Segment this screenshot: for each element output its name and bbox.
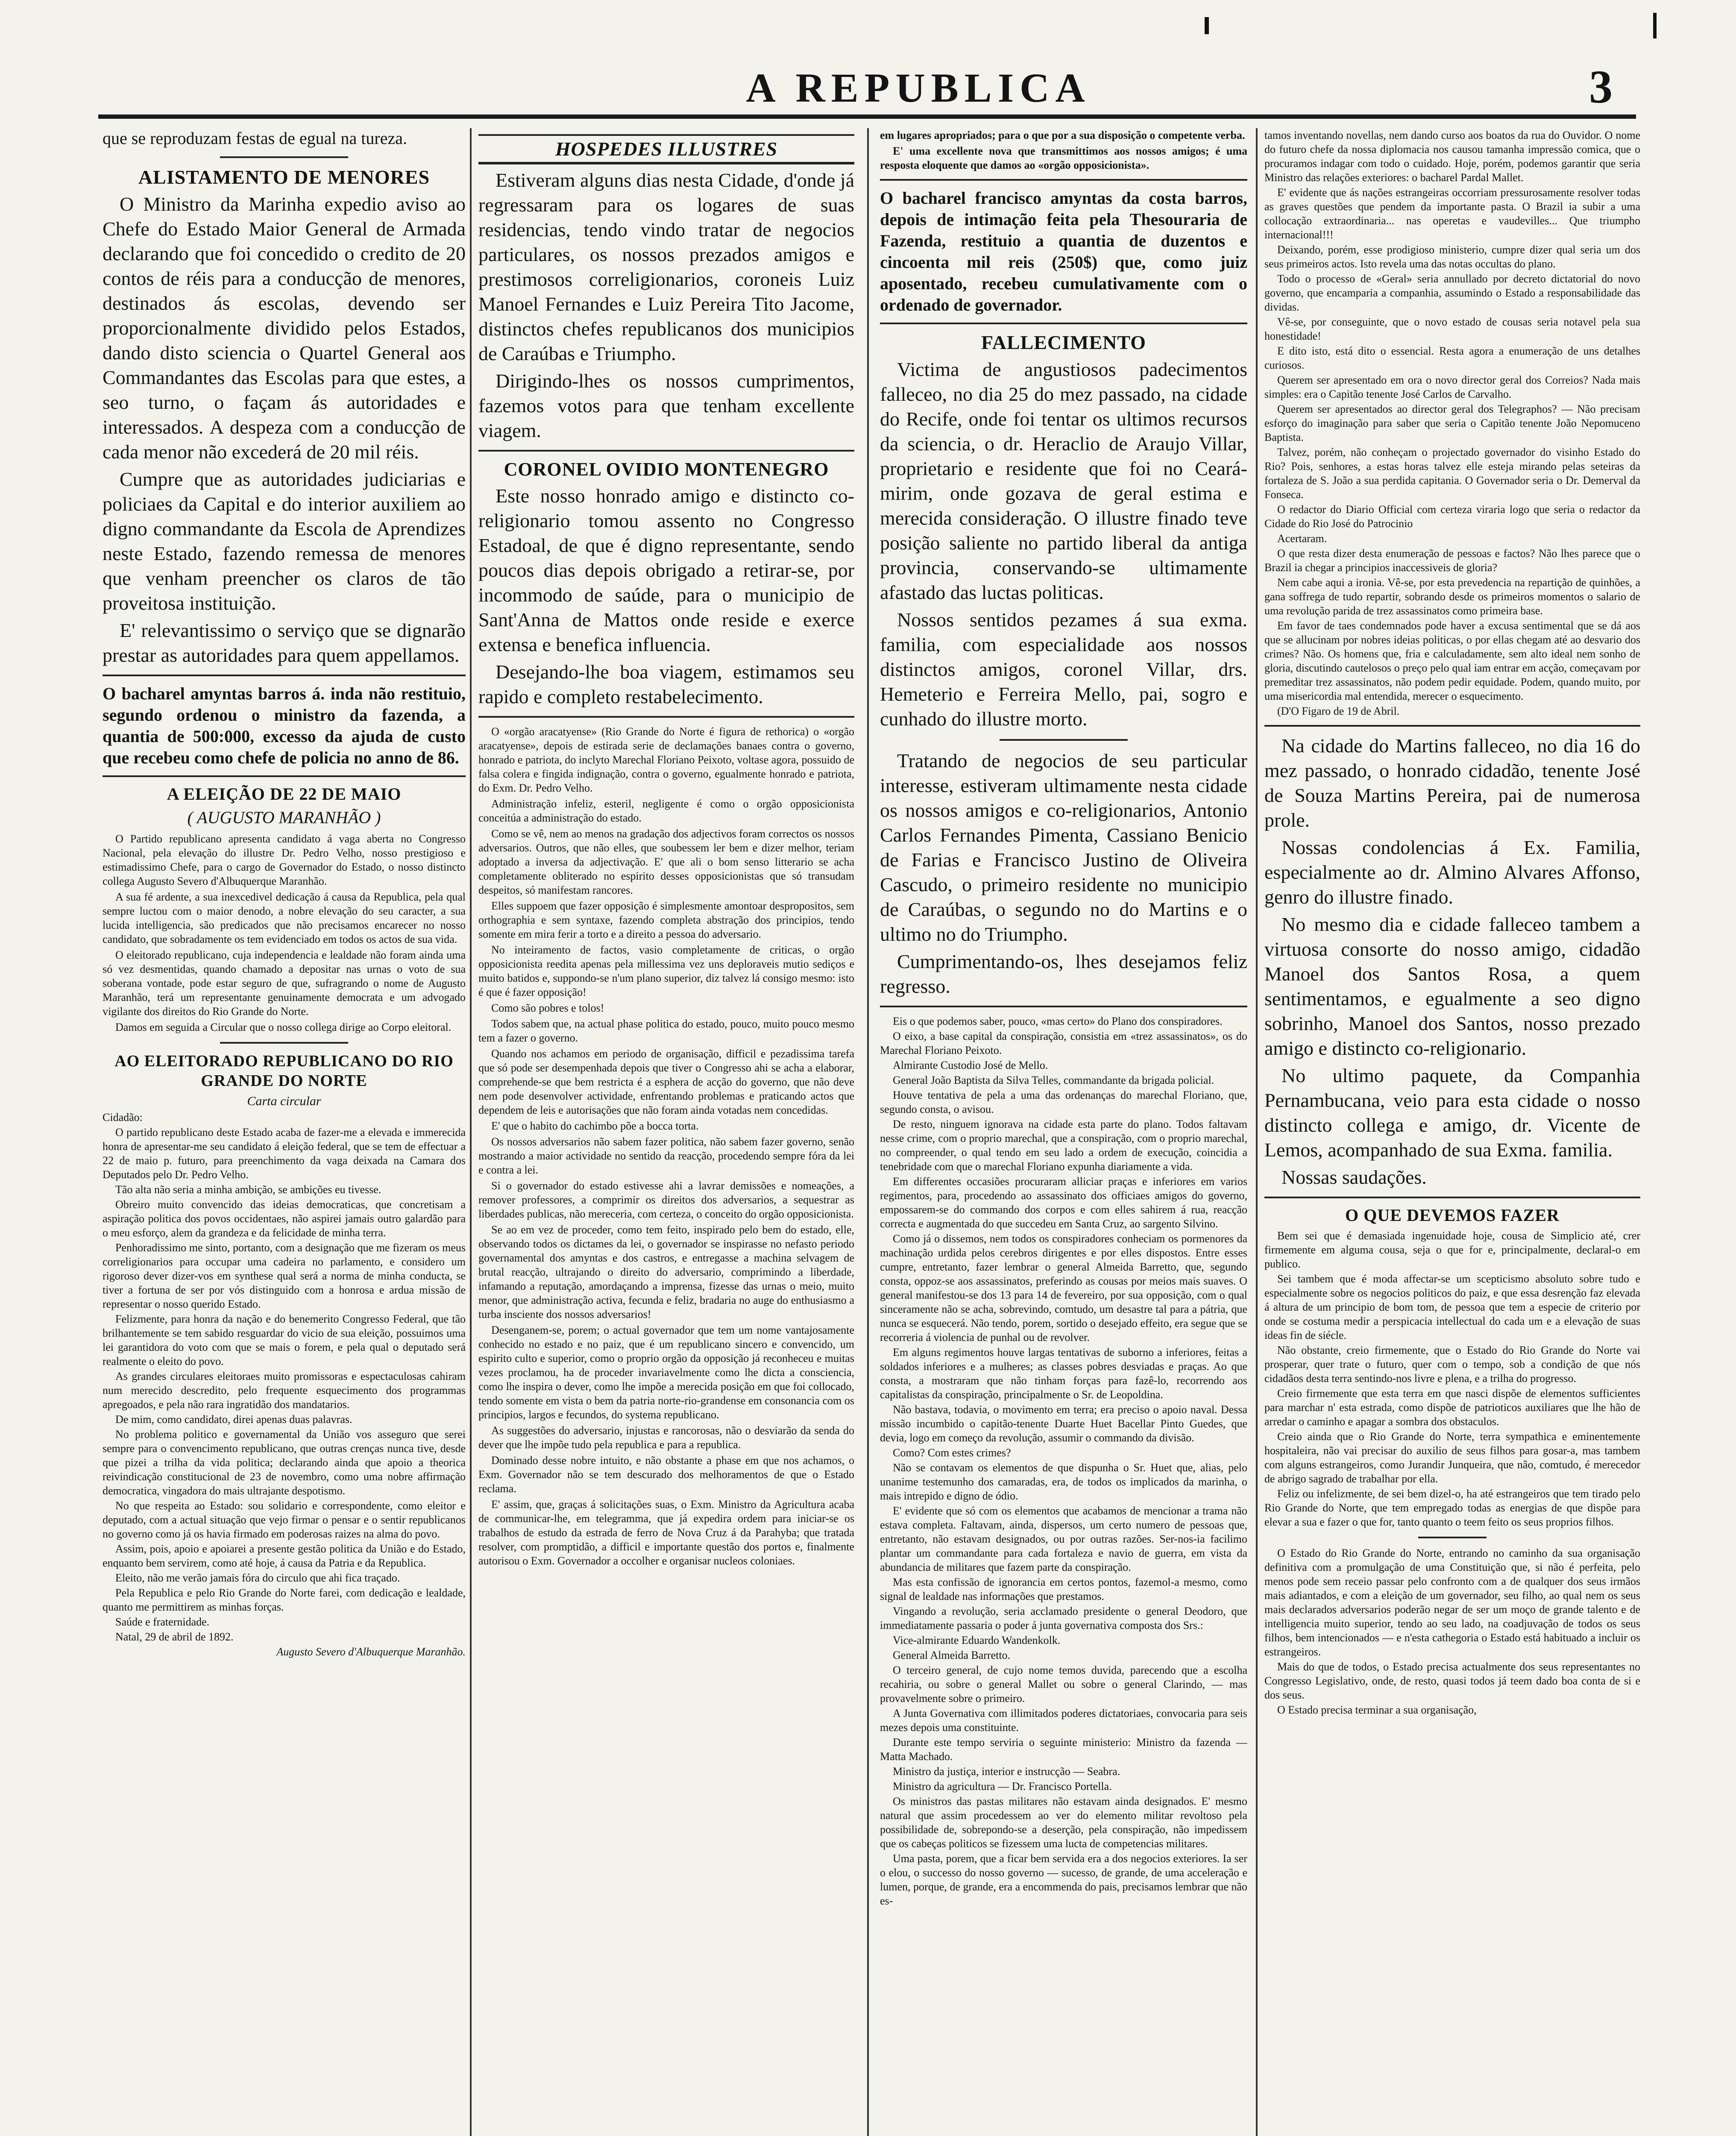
paragraph: Vê-se, por conseguinte, que o novo estado de cousas seria notavel pela sua honestidade!	[1264, 316, 1640, 342]
column-4	[1264, 128, 1640, 2136]
column-divider	[1256, 128, 1258, 2136]
separator	[1264, 1197, 1640, 1198]
paragraph: Assim, pois, apoio e apoiarei a presente gestão politica da União e do Estado, enquanto bem servirem, como até hoje, á causa da Patria e da Republica.	[103, 1543, 466, 1569]
paragraph: Quando nos achamos em periodo de organisação, difficil e pezadissima tarefa que só pode ser desempenhada depois que tiver o Congresso ahi se acha a elaborar, comprehende-se que bem restricta é a esphera de acção do governo, que não deve nem pode desenvolver actividade, enfrentando problemas e praticando actos que dependem de leis e autorisações que não foram ainda votadas nem concedidas.	[478, 1047, 854, 1116]
paragraph: Feliz ou infelizmente, de sei bem dizel-o, ha até estrangeiros que tem tirado pelo Rio Grande do Norte, que tem empregado todas as energias de que dispõe para elevar a sua e fazer o que for, tanto quanto o teem feito os seus proprios filhos.	[1264, 1488, 1640, 1528]
paragraph: Não se contavam os elementos de que dispunha o Sr. Huet que, alias, pelo unanime testemunho dos camaradas, era, de todos os implicados da marinha, o mais intrepido e digno de ódio.	[880, 1461, 1247, 1502]
masthead	[0, 0, 1736, 124]
article-body	[478, 168, 854, 443]
bold-notice	[103, 683, 466, 769]
paragraph: E' evidente que ás nações estrangeiras occorriam pressurosamente resolver todas as graves questões que pendem da importante pasta. O Brazil ia subir a uma collocação extraordinaria... nas operetas e vaudevilles... Que triumpho internacional!!!	[1264, 186, 1640, 241]
article-body	[103, 832, 466, 1034]
paragraph: Creio firmemente que esta terra em que nasci dispõe de elementos sufficientes para marchar n' esta estrada, como dispõe de patrioticos auxiliares que lhe hão de arredar o caminho e apagar a sombra dos obstaculos.	[1264, 1387, 1640, 1428]
signature: Augusto Severo d'Albuquerque Maranhão.	[276, 1646, 466, 1658]
page-number: 3	[1589, 61, 1613, 113]
article-body	[880, 1014, 1247, 1908]
paragraph: Este nosso honrado amigo e distincto co-religionario tomou assento no Congresso Estadoal, de que é digno representante, sendo poucos dias depois obrigado a retirar-se, por incommodo de saúde, para o municipio de Sant'Anna de Mattos onde reside e exerce extensa e benefica influencia.	[478, 485, 854, 655]
paragraph: E' relevantissimo o serviço que se dignarão prestar as autoridades para quem appellamos.	[103, 619, 466, 666]
paragraph: O eixo, a base capital da conspiração, consistia em «trez assassinatos», os do Marechal Floriano Peixoto.	[880, 1030, 1247, 1056]
article-continuation	[880, 128, 1247, 172]
article-continuation	[1264, 128, 1640, 718]
paragraph: Bem sei que é demasiada ingenuidade hoje, cousa de Simplicio até, crer firmemente em alguma cousa, seja o que for e, principalmente, declaral-o em publico.	[1264, 1229, 1640, 1270]
paragraph: O partido republicano deste Estado acaba de fazer-me a elevada e immerecida honra de apresentar-me seu candidato á eleição federal, que se tem de effectuar a 22 de maio p. futuro, para preenchimento da vaga deixada na Camara dos Deputados pelo Dr. Pedro Velho.	[103, 1126, 466, 1181]
paragraph: Estiveram alguns dias nesta Cidade, d'onde já regressaram para os logares de suas residencias, tendo vindo tratar de negocios particulares, os nossos prezados amigos e prestimosos correligionarios, coroneis Luiz Manoel Fernandes e Luiz Pereira Tito Jacome, distinctos chefes republicanos dos municipios de Caraúbas e Triumpho.	[478, 169, 854, 364]
separator	[478, 450, 854, 452]
paragraph: General João Baptista da Silva Telles, commandante da brigada policial.	[893, 1074, 1214, 1086]
paragraph: O Estado do Rio Grande do Norte, entrando no caminho da sua organisação definitiva com a promulgação de uma Constituição que, si não é perfeita, pelo menos pode sem receio passar pelo confronto com a de qualquer dos seus irmãos mais adiantados, e com a eleição de um governador, seu filho, ao qual nem os seus mais declarados adversarios poderão negar de ser um moço de grande talento e de intelligencia muito superior, tendo ao seu lado, na coadjuvação de todos os seus filhos, bem intencionados — e n'esta cathegoria o Estado está habituado a incluir os estrangeiros.	[1264, 1547, 1640, 1658]
paragraph: Mas esta confissão de ignorancia em certos pontos, fazemol-a mesmo, como signal de lealdade nas informações que prestamos.	[880, 1576, 1247, 1602]
paragraph: O bacharel francisco amyntas da costa barros, depois de intimação feita pela Thesouraria de Fazenda, restituio a quantia de duzentos e cincoenta mil reis (250$) que, como juiz aposentado, recebeu cumulativamente com o ordenado de governador.	[880, 188, 1247, 314]
paragraph: Eis o que podemos saber, pouco, «mas certo» do Plano dos conspiradores.	[893, 1015, 1223, 1027]
article-heading: FALLECIMENTO	[981, 332, 1147, 353]
paragraph: Querem ser apresentados ao director geral dos Telegraphos? — Não precisam esforço do imaginação para saber que seria o Capitão tenente João Nepomuceno Baptista.	[1264, 403, 1640, 443]
paragraph: Penhoradissimo me sinto, portanto, com a designação que me fizeram os meus correligionarios para occupar uma cadeira no parlamento, e considero um rigoroso dever dizer-vos em synthese qual será a norma de minha conducta, se tiver a fortuna de ser por vós distinguido com a honrosa e ardua missão de representar o nosso querido Estado.	[103, 1241, 466, 1310]
column-divider	[867, 128, 869, 2136]
separator	[880, 179, 1247, 181]
paragraph: Cumprimentando-os, lhes desejamos feliz regresso.	[880, 951, 1247, 997]
print-mark	[1205, 17, 1209, 34]
bold-notice	[880, 188, 1247, 316]
paragraph: Pela Republica e pelo Rio Grande do Norte farei, com dedicação e lealdade, quanto me permittirem as minhas forças.	[103, 1587, 466, 1613]
paragraph: Não obstante, creio firmemente, que o Estado do Rio Grande do Norte vai prosperar, quer trate o futuro, quer com o tempo, sob a condição de que nós cidadãos desta terra sentindo-nos livre e plena, e a trilha do progresso.	[1264, 1344, 1640, 1385]
paragraph: Durante este tempo serviria o seguinte ministerio: Ministro da fazenda — Matta Machado.	[880, 1736, 1247, 1763]
article-heading: AO ELEITORADO REPUBLICANO DO RIO GRANDE DO NORTE	[114, 1052, 454, 1090]
paragraph: O terceiro general, de cujo nome temos duvida, parecendo que a escolha recahiria, ou sobre o general Mallet ou sobre o general Clarindo, — mas provavelmente sobre o primeiro.	[880, 1664, 1247, 1705]
paragraph: Saúde e fraternidade.	[115, 1616, 210, 1628]
article-heading: HOSPEDES ILLUSTRES	[478, 134, 854, 164]
paragraph: Almirante Custodio José de Mello.	[893, 1059, 1048, 1071]
article-subheading: ( AUGUSTO MARANHÃO )	[187, 808, 381, 827]
paragraph: E' evidente que só com os elementos que acabamos de mencionar a trama não estava completa. Faltavam, ainda, dispersos, um certo numero de pessoas que, entretanto, não estavam designados, ou por outras razões. Ser-nos-ia facilimo plantar um commandante para cada fortaleza e navio de guerra, em vista da abundancia de militares que fazem parte da conspiração.	[880, 1505, 1247, 1573]
paragraph: Felizmente, para honra da nação e do benemerito Congresso Federal, que tão brilhantemente se tem sabido resguardar do vicio de sua eleição, possuimos uma lei garantidora do voto com que se mais o forem, e pela qual o deputado será realmente o eleito do povo.	[103, 1313, 466, 1367]
paragraph: Uma pasta, porem, que a ficar bem servida era a dos negocios exteriores. Ia ser o elou, o successo do nosso governo — sucesso, de grande, de uma acceleração e lumen, porque, de grande, era a encommenda do pais, precisamos lembrar que não es-	[880, 1852, 1247, 1907]
paragraph: Creio ainda que o Rio Grande do Norte, terra sympathica e eminentemente hospitaleira, não vai precisar do auxilio de seus filhos para gosar-a, mas tambem com alguns estrangeiros, como Jurandir Junqueira, que não, comtudo, é merecedor de abrigo sagrado de trabalhar por ella.	[1264, 1430, 1640, 1485]
paragraph: Si o governador do estado estivesse ahi a lavrar demissões e nomeações, a remover professores, a comprimir os direitos dos adversarios, a sequestrar as liberdades publicas, não mereceria, com certeza, o conceito do orgão opposicionista.	[478, 1179, 854, 1220]
paragraph: No que respeita ao Estado: sou solidario e correspondente, como eleitor e deputado, com a actual situação que vejo firmar o pensar e o sentir republicanos no governo como já os havia firmado em poderosas raizes na alma do povo.	[103, 1499, 466, 1540]
article-body	[880, 748, 1247, 999]
separator	[880, 1006, 1247, 1007]
paragraph: Deixando, porém, esse prodigioso ministerio, cumpre dizer qual seria um dos seus primeiros actos. Isto revela uma das notas occultas do plano.	[1264, 244, 1640, 270]
column-3	[880, 128, 1247, 2136]
separator	[220, 1042, 348, 1044]
separator	[103, 775, 466, 777]
paragraph: As grandes circulares eleitoraes muito promissoras e espectaculosas cahiram num merecido descredito, pelo frequente esquecimento dos programmas apregoados, e pela não rara ingratidão dos mandatarios.	[103, 1370, 466, 1411]
paragraph: Obreiro muito convencido das ideias democraticas, que concretisam a aspiração politica dos povos occidentaes, não aspirei jamais outro galardão para o meu esforço, alem da grandeza e da felicidade de minha terra.	[103, 1198, 466, 1239]
paragraph: A Junta Governativa com illimitados poderes dictatoriaes, convocaria para seis mezes depois uma constituinte.	[880, 1707, 1247, 1734]
paragraph: Dirigindo-lhes os nossos cumprimentos, fazemos votos para que tenham excellente viagem.	[478, 370, 854, 441]
paragraph: Em alguns regimentos houve largas tentativas de suborno a inferiores, feitas a soldados inferiores e a mulheres; as classes pobres desviadas e praças. Ao que consta, a mostraram que não tinham forças para fazê-lo, recorrendo aos capitalistas da conspiração, principalmente o Sr. de Leopoldina.	[880, 1346, 1247, 1401]
paragraph: Cumpre que as autoridades judiciarias e policiaes da Capital e do interior auxiliem ao digno commandante da Escola de Aprendizes neste Estado, fazendo remessa de menores que venham preencher os claros de tão proveitosa instituição.	[103, 468, 466, 614]
paragraph: O Partido republicano apresenta candidato á vaga aberta no Congresso Nacional, pela elevação do illustre Dr. Pedro Velho, nosso prestigioso e estimadissimo Chefe, para o cargo de Governador do Estado, o nosso distincto collega Augusto Severo d'Albuquerque Maranhão.	[103, 833, 466, 887]
paragraph: General Almeida Barretto.	[893, 1649, 1011, 1661]
article-heading: CORONEL OVIDIO MONTENEGRO	[504, 459, 829, 480]
paragraph: Cidadão:	[103, 1111, 143, 1124]
paragraph: em lugares apropriados; para o que por a sua disposição o competente verba.	[880, 129, 1245, 141]
separator	[1264, 725, 1640, 727]
paragraph: E dito isto, está dito o essencial. Resta agora a enumeração de uns detalhes curiosos.	[1264, 345, 1640, 371]
paragraph: Houve tentativa de pela a uma das ordenanças do marechal Floriano, que, segundo consta, o avisou.	[880, 1089, 1247, 1115]
paragraph: Dominado desse nobre intuito, e não obstante a phase em que nos achamos, o Exm. Governador não se tem descurado dos melhoramentos de que o Estado reclama.	[478, 1454, 854, 1495]
column-2	[478, 128, 854, 2136]
article-body	[478, 484, 854, 709]
paragraph: Como já o dissemos, nem todos os conspiradores conheciam os pormenores da machinação urdida pelos cerebros dirigentes e por elles dispostos. Entre esses cumpre, entretanto, fazer lembrar o general Almeida Barretto, que, segundo consta, oppoz-se aos assassinatos, preferindo as cousas por meios mais suaves. O general manifestou-se dos 13 para 14 de fevereiro, por sua opposição, com o qual sinceramente não se acha, sobrevindo, comtudo, um desastre tal para a pátria, que nunca se esquecerá. Não tendo, porem, sortido o desejado effeito, era segue que se recorreria á violencia de punhal ou de revolver.	[880, 1232, 1247, 1344]
paragraph: O que resta dizer desta enumeração de pessoas e factos? Não lhes parece que o Brazil ia chegar a principios inaccessiveis de gloria?	[1264, 547, 1640, 574]
paragraph: O redactor do Diario Official com certeza viraria logo que seria o redactor da Cidade do Rio José do Patrocinio	[1264, 503, 1640, 530]
paragraph: Querem ser apresentado em ora o novo director geral dos Correios? Nada mais simples: era o Capitão tenente José Carlos de Carvalho.	[1264, 374, 1640, 400]
column-divider	[470, 128, 472, 2136]
paragraph: Desenganem-se, porem; o actual governador que tem um nome vantajosamente conhecido no estado e no paiz, que é um republicano sincero e convencido, um espirito culto e superior, como o proprio orgão da opposição já reconheceu e muitas vezes proclamou, ha de proceder invariavelmente como lhe dicta a consciencia, como lhe inspira o dever, como lhe impõe a merecida posição em que foi collocado, tendo somente em vista o bem da patria norte-rio-grandense em consonancia com os principios, largos e fecundos, do systema republicano.	[478, 1324, 854, 1421]
paragraph: Não bastava, todavia, o movimento em terra; era preciso o apoio naval. Dessa missão incumbido o capitão-tenente Duarte Huet Bacellar Pinto Guedes, que devia, logo em começo da revolução, assumir o commando da divisão.	[880, 1403, 1247, 1444]
article-body	[103, 192, 466, 668]
article-heading: O QUE DEVEMOS FAZER	[1345, 1206, 1560, 1225]
paragraph: O Ministro da Marinha expedio aviso ao Chefe do Estado Maior General de Armada declarando que foi concedido o credito de 20 contos de réis para a conducção de menores, destinados ás escolas, devendo ser proporcionalmente dividido pelos Estados, dando disto sciencia o Quartel General aos Commandantes das Escolas para que estes, a seo turno, o façam ás autoridades e interessados. A despeza com a conducção de cada menor não excederá de 20 mil réis.	[103, 193, 466, 463]
article-heading: ALISTAMENTO DE MENORES	[138, 166, 430, 188]
paragraph: Os nossos adversarios não sabem fazer politica, não sabem fazer governo, senão mostrando a maior actividade no sentido da reacção, procedendo sempre fóra da lei e contra a lei.	[478, 1135, 854, 1176]
paragraph: E' que o habito do cachimbo põe a bocca torta.	[491, 1120, 699, 1132]
paragraph: Nossas saudações.	[1281, 1166, 1427, 1188]
paragraph: O bacharel amyntas barros á. inda não restituio, segundo ordenou o ministro da fazenda, a quantia de 500:000, excesso da ajuda de custo que recebeu como chefe de policia no anno de 86.	[103, 684, 466, 767]
paragraph: Acertaram.	[1277, 532, 1327, 545]
paragraph: Como? Com estes crimes?	[893, 1446, 1011, 1459]
paragraph: Nossas condolencias á Ex. Familia, especialmente ao dr. Almino Alvares Affonso, genro do illustre finado.	[1264, 836, 1640, 908]
paragraph: Como são pobres e tolos!	[491, 1002, 604, 1014]
paragraph: De resto, ninguem ignorava na cidade esta parte do plano. Todos faltavam nesse crime, com o proprio marechal, que a conspiração, com o proprio marechal, no compreender, o qual tendo em seu lado a ordem de execução, coincidia a tenebridade com que o marechal Floriano expunha diariamente a vida.	[880, 1118, 1247, 1173]
article-body	[478, 725, 854, 1568]
paragraph: No problema politico e governamental da União vos asseguro que serei sempre para o convencimento republicano, que outras crenças nunca tive, desde que pizei a trilha da vida politica; declarando ainda que apoio a theorica reivindicação constitucional de 23 de novembro, como uma nobre affirmação democratica, vingadora do mais ultrajante despotismo.	[103, 1428, 466, 1497]
paragraph: Ministro da justiça, interior e instrucção — Seabra.	[893, 1765, 1120, 1778]
paragraph: Tão alta não seria a minha ambição, se ambições eu tivesse.	[115, 1183, 381, 1196]
newspaper-title: A REPUBLICA	[746, 65, 1091, 111]
paragraph: Mais do que de todos, o Estado precisa actualmente dos seus representantes no Congresso Legislativo, onde, de resto, quasi todos já teem dado boa conta de si e dos seus.	[1264, 1661, 1640, 1701]
paragraph: E' assim, que, graças á solicitações suas, o Exm. Ministro da Agricultura acaba de communicar-lhe, em telegramma, que já expedira ordem para iniciar-se os trabalhos de estudo da estrada de ferro de Nova Cruz á da Parahyba; que tratada resolver, com promptidão, a difficil e importante questão dos portos e, finalmente autorisou o Exm. Governador a occolher e organisar nucleos coloniaes.	[478, 1498, 854, 1567]
paragraph: O «orgão aracatyense» (Rio Grande do Norte é figura de rethorica) o «orgão aracatyense», depois de estirada serie de declamações banaes contra o governo, honrado e patriota, do inclyto Marechal Floriano Peixoto, voltase agora, possuido de falsa colera e fingida indignação, contra o governo, egualmente honrado e patriota, do Exm. Dr. Pedro Velho.	[478, 725, 854, 794]
separator	[1000, 739, 1128, 741]
paragraph: O eleitorado republicano, cuja independencia e lealdade não foram ainda uma só vez desmentidas, quando chamado a depositar nas urnas o voto de sua soberana vontade, pode estar seguro de que, sufragrando o nome de Augusto Maranhão, terá um representante genuinamente democrata e um advogado vigilante dos direitos do Rio Grande do Norte.	[103, 949, 466, 1018]
paragraph: tamos inventando novellas, nem dando curso aos boatos da rua do Ouvidor. O nome do futuro chefe da nossa diplomacia nos causou tamanha impressão comica, que o procuramos indagar com todo o cuidado. Hoje, porém, podemos garantir que seria Ministro das relações exteriores: o bacharel Pardal Mallet.	[1264, 129, 1640, 184]
paragraph: Vingando a revolução, seria acclamado presidente o general Deodoro, que immediatamente passaria o poder á junta governativa composta dos Srs.:	[880, 1605, 1247, 1631]
paragraph: No inteiramento de factos, vasio completamente de criticas, o orgão opposicionista reedita apenas pela millessima vez uns deploraveis mutio sediços e muito batidos e, suppondo-se n'um plano superior, diz talvez lá consigo mesmo: isto é que é fazer opposição!	[478, 944, 854, 998]
paragraph: Natal, 29 de abril de 1892.	[115, 1631, 234, 1643]
paragraph: Nem cabe aqui a ironia. Vê-se, por esta prevedencia na repartição de quinhões, a gana soffrega de tudo repartir, sobrando desde os primeiros momentos o salario de uma revolução parida de trez assassinatos como primeira base.	[1264, 576, 1640, 617]
paragraph: Vice-almirante Eduardo Wandenkolk.	[893, 1634, 1061, 1646]
paragraph: Todo o processo de «Geral» seria annullado por decreto dictatorial do novo governo, que encamparia a companhia, assumindo o Estado a responsabilidade das dividas.	[1264, 273, 1640, 313]
paragraph: Se ao em vez de proceder, como tem feito, inspirado pelo bem do estado, elle, observando todos os dictames da lei, o governador se inspirasse no nefasto periodo governamental dos amyntas e dos castros, e entregasse a machina selvagem de brutal reacção, ultrajando o direito do adversario, comprimindo a liberdade, infamando a reputação, amordaçando a imprensa, fizesse das urnas o meio, muito menor, que administração activa, fecunda e feliz, bradaria no auge do enthusiasmo a turba insciente dos nossos adversarios!	[478, 1224, 854, 1320]
paragraph: E' uma excellente nova que transmittimos aos nossos amigos; é uma resposta eloquente que damos ao «orgão opposicionista».	[880, 145, 1247, 171]
article-body	[1264, 1229, 1640, 1717]
paragraph: Como se vê, nem ao menos na gradação dos adjectivos foram correctos os nossos adversarios. Outros, que não elles, que soubessem ler bem e dizer melhor, teriam adoptado a inversa da adjectivação. E' que ali o bom senso litterario se acha completamente obliterado no espirito desses opposicionistas que só transudam despeitos, só manifestam rancores.	[478, 827, 854, 896]
paragraph: Os ministros das pastas militares não estavam ainda designados. E' mesmo natural que assim procedessem ao ver do elemento militar revoltoso pela possibilidade de, sobrepondo-se a deserção, pela conspiração, não impedissem que os cabeças politicos se fizessem uma lucta de competencias militares.	[880, 1795, 1247, 1850]
article-subheading: Carta circular	[247, 1094, 321, 1108]
paragraph: Victima de angustiosos padecimentos falleceo, no dia 25 do mez passado, na cidade do Recife, onde foi tentar os ultimos recursos da sciencia, o dr. Heraclio de Araujo Villar, proprietario e residente que foi no Ceará-mirim, onde gozava de geral estima e merecida consideração. O illustre finado teve posição saliente no partido liberal da antiga provincia, conservando-se ultimamente afastado das luctas politicas.	[880, 358, 1247, 603]
paragraph: Em favor de taes condemnados pode haver a excusa sentimental que se dá aos que se allucinam por nobres ideias politicas, o por ellas chegam até ao desvario dos crimes? Não. Os homens que, fria e calculadamente, sem alto ideal nem sonho de gloria, discutindo cautelosos o preço pelo qual iam entrar em acção, começavam por premeditar trez assassinatos, não podem pedir equidade. Podem, quando muito, por uma misericordia mal entendida, merecer o esquecimento.	[1264, 619, 1640, 702]
separator	[220, 156, 348, 158]
separator	[478, 716, 854, 718]
article-continuation: que se reproduzam festas de egual na tureza.	[103, 129, 407, 148]
paragraph: Elles suppoem que fazer opposição é simplesmente amontoar despropositos, sem orthographia e sem syntaxe, fazendo completa abstração dos principios, tendo somente em mira ferir a torto e a direito a pessoa do adversario.	[478, 900, 854, 940]
paragraph: Ministro da agricultura — Dr. Francisco Portella.	[893, 1780, 1112, 1793]
separator	[1418, 1537, 1487, 1538]
paragraph: Na cidade do Martins falleceo, no dia 16 do mez passado, o honrado cidadão, tenente José de Souza Martins Pereira, pai de numerosa prole.	[1264, 735, 1640, 831]
print-mark	[1653, 13, 1657, 38]
paragraph: De mim, como candidato, direi apenas duas palavras.	[115, 1413, 352, 1426]
paragraph: Eleito, não me verão jamais fóra do circulo que ahi fica traçado.	[115, 1572, 400, 1584]
paragraph: Desejando-lhe boa viagem, estimamos seu rapido e completo restabelecimento.	[478, 661, 854, 707]
paragraph: O Estado precisa terminar a sua organisação,	[1277, 1704, 1477, 1716]
paragraph: No ultimo paquete, da Companhia Pernambucana, veio para esta cidade o nosso distincto collega e amigo, dr. Vicente de Lemos, acompanhado de sua Exma. familia.	[1264, 1065, 1640, 1161]
column-1	[103, 128, 466, 2136]
paragraph: As suggestões do adversario, injustas e rancorosas, não o desviarão da senda do dever que lhe impõe tudo pela republica e para a republica.	[478, 1424, 854, 1451]
separator	[880, 323, 1247, 324]
paragraph: Sei tambem que é moda affectar-se um scepticismo absoluto sobre tudo e especialmente sobre os negocios politicos do paiz, e que essa desrenção faz elevada á altura de um principio de bom tom, de pessoa que tem a especie de criterio por onde se costuma medir a perspicacia intellectual do cada um e a elevação de suas ideas fin de siécle.	[1264, 1273, 1640, 1341]
paragraph: No mesmo dia e cidade falleceo tambem a virtuosa consorte do nosso amigo, cidadão Manoel dos Santos Rosa, a quem sentimentamos, e egualmente a seo digno sobrinho, Manoel dos Santos, nosso prezado amigo e distincto co-religionario.	[1264, 913, 1640, 1059]
paragraph: Talvez, porém, não conheçam o projectado governador do visinho Estado do Rio? Pois, senhores, a estas horas talvez elle esteja mirando pelas seteiras da fortaleza de S. João a sua perdida capitania. O Governador seria o Dr. Demerval da Fonseca.	[1264, 446, 1640, 501]
masthead-rule	[98, 114, 1636, 119]
article-body	[1264, 734, 1640, 1190]
paragraph: Damos em seguida a Circular que o nosso collega dirige ao Corpo eleitoral.	[115, 1021, 452, 1033]
separator	[103, 675, 466, 676]
paragraph: (D'O Figaro de 19 de Abril.	[1277, 705, 1400, 717]
article-body	[103, 1110, 466, 1659]
article-heading: A ELEIÇÃO DE 22 DE MAIO	[167, 784, 402, 804]
paragraph: Em differentes occasiões procuraram alliciar praças e inferiores em varios regimentos, para, procedendo ao assassinato dos officiaes amigos do governo, empossarem-se do commando dos corpos e com elles sahirem á rua, reacção correcta e augmentada do que succedeu em Santa Cruz, ao sargento Silvino.	[880, 1175, 1247, 1230]
paragraph: Tratando de negocios de seu particular interesse, estiveram ultimamente nesta cidade os nossos amigos e co-religionarios, Antonio Carlos Fernandes Pimenta, Cassiano Benicio de Farias e Francisco Justino de Oliveira Cascudo, o primeiro residente no municipio de Caraúbas, o segundo no do Martins e o ultimo no do Triumpho.	[880, 750, 1247, 945]
paragraph: Todos sabem que, na actual phase politica do estado, pouco, muito pouco mesmo tem a fazer o governo.	[478, 1018, 854, 1044]
paragraph: A sua fé ardente, a sua inexcedivel dedicação á causa da Republica, pela qual sempre luctou com o maior denodo, a nobre elevação do seu caracter, a sua lucida intelligencia, são predicados que não precisamos encarecer no nosso candidato, que sobradamente os tem evidenciado em todos os actos de sua vida.	[103, 891, 466, 945]
article-body	[880, 357, 1247, 731]
paragraph: Nossos sentidos pezames á sua exma. familia, com especialidade aos nossos distinctos amigos, coronel Villar, drs. Hemeterio e Ferreira Mello, pai, sogro e cunhado do illustre morto.	[880, 609, 1247, 730]
paragraph: Administração infeliz, esteril, negligente é como o orgão opposicionista conceitúa a administração do estado.	[478, 798, 854, 824]
